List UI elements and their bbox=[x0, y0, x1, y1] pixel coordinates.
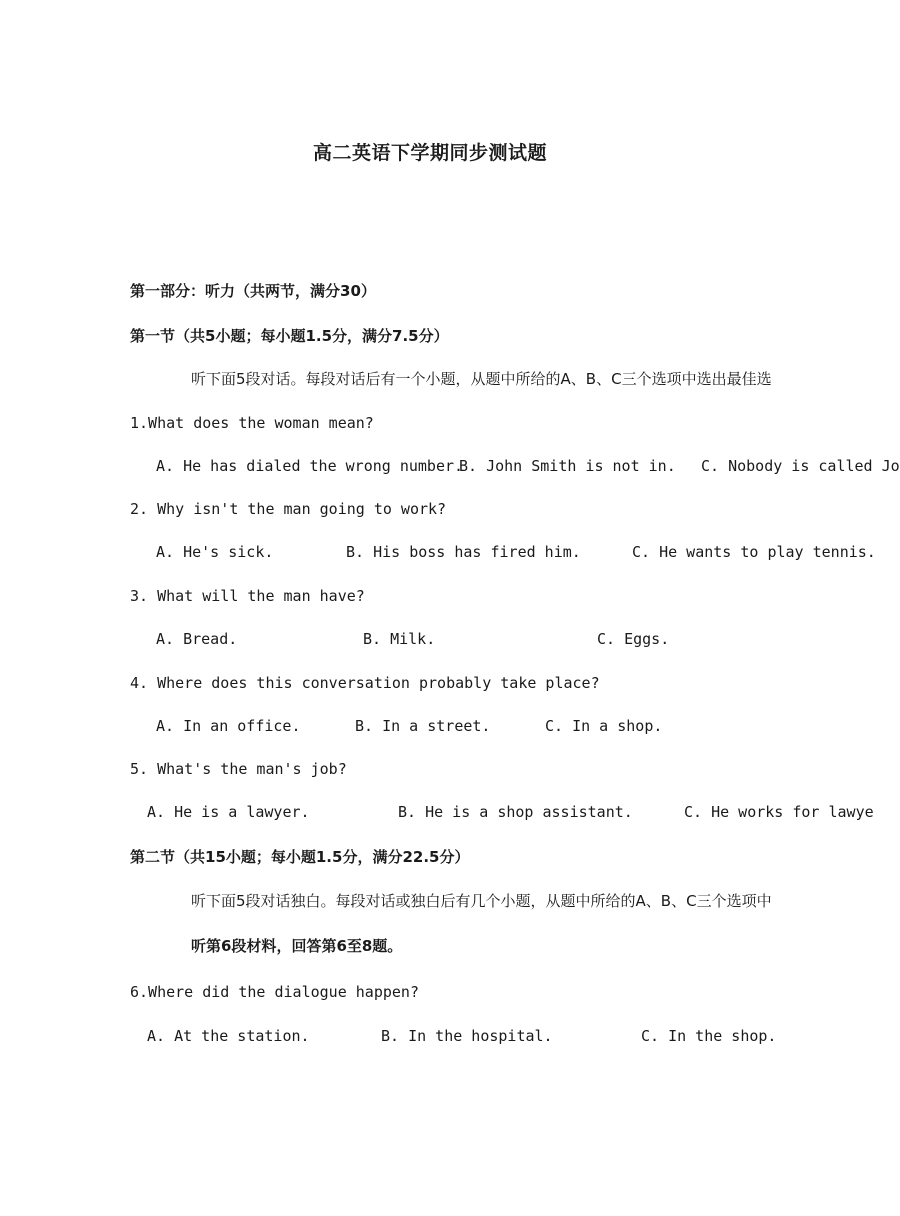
question-6-option-b: B. In the hospital. bbox=[381, 1027, 553, 1045]
question-3-option-a: A. Bread. bbox=[156, 630, 238, 648]
question-4-option-c: C. In a shop. bbox=[545, 717, 663, 735]
section2-heading: 第二节（共15小题；每小题1.5分，满分22.5分） bbox=[130, 848, 470, 866]
question-5-option-b: B. He is a shop assistant. bbox=[398, 803, 633, 821]
question-4-option-b: B. In a street. bbox=[355, 717, 491, 735]
section1-heading: 第一节（共5小题；每小题1.5分，满分7.5分） bbox=[130, 327, 449, 345]
page-title: 高二英语下学期同步测试题 bbox=[312, 142, 547, 164]
question-6-option-c: C. In the shop. bbox=[641, 1027, 777, 1045]
question-2-option-c: C. He wants to play tennis. bbox=[632, 543, 876, 561]
question-1: 1.What does the woman mean? bbox=[130, 414, 374, 432]
question-3-option-b: B. Milk. bbox=[363, 630, 436, 648]
question-1-option-a: A. He has dialed the wrong number. bbox=[156, 457, 464, 475]
question-1-option-c: C. Nobody is called Jo bbox=[701, 457, 900, 475]
question-3-option-c: C. Eggs. bbox=[597, 630, 670, 648]
question-2-option-a: A. He's sick. bbox=[156, 543, 274, 561]
section2-instruction: 听下面5段对话独白。每段对话或独白后有几个小题，从题中所给的A、B、C三个选项中 bbox=[191, 892, 772, 910]
question-2: 2. Why isn't the man going to work? bbox=[130, 500, 447, 518]
question-5-option-c: C. He works for lawye bbox=[684, 803, 874, 821]
question-5-option-a: A. He is a lawyer. bbox=[147, 803, 310, 821]
question-1-option-b: B. John Smith is not in. bbox=[459, 457, 676, 475]
part1-heading: 第一部分：听力（共两节，满分30） bbox=[130, 282, 376, 300]
question-4-option-a: A. In an office. bbox=[156, 717, 301, 735]
question-2-option-b: B. His boss has fired him. bbox=[346, 543, 581, 561]
section1-instruction: 听下面5段对话。每段对话后有一个小题，从题中所给的A、B、C三个选项中选出最佳选 bbox=[191, 370, 772, 388]
question-5: 5. What's the man's job? bbox=[130, 760, 347, 778]
question-4: 4. Where does this conversation probably take place? bbox=[130, 674, 600, 692]
question-3: 3. What will the man have? bbox=[130, 587, 365, 605]
question-6-option-a: A. At the station. bbox=[147, 1027, 310, 1045]
material6-heading: 听第6段材料，回答第6至8题。 bbox=[191, 937, 403, 955]
question-6: 6.Where did the dialogue happen? bbox=[130, 983, 419, 1001]
